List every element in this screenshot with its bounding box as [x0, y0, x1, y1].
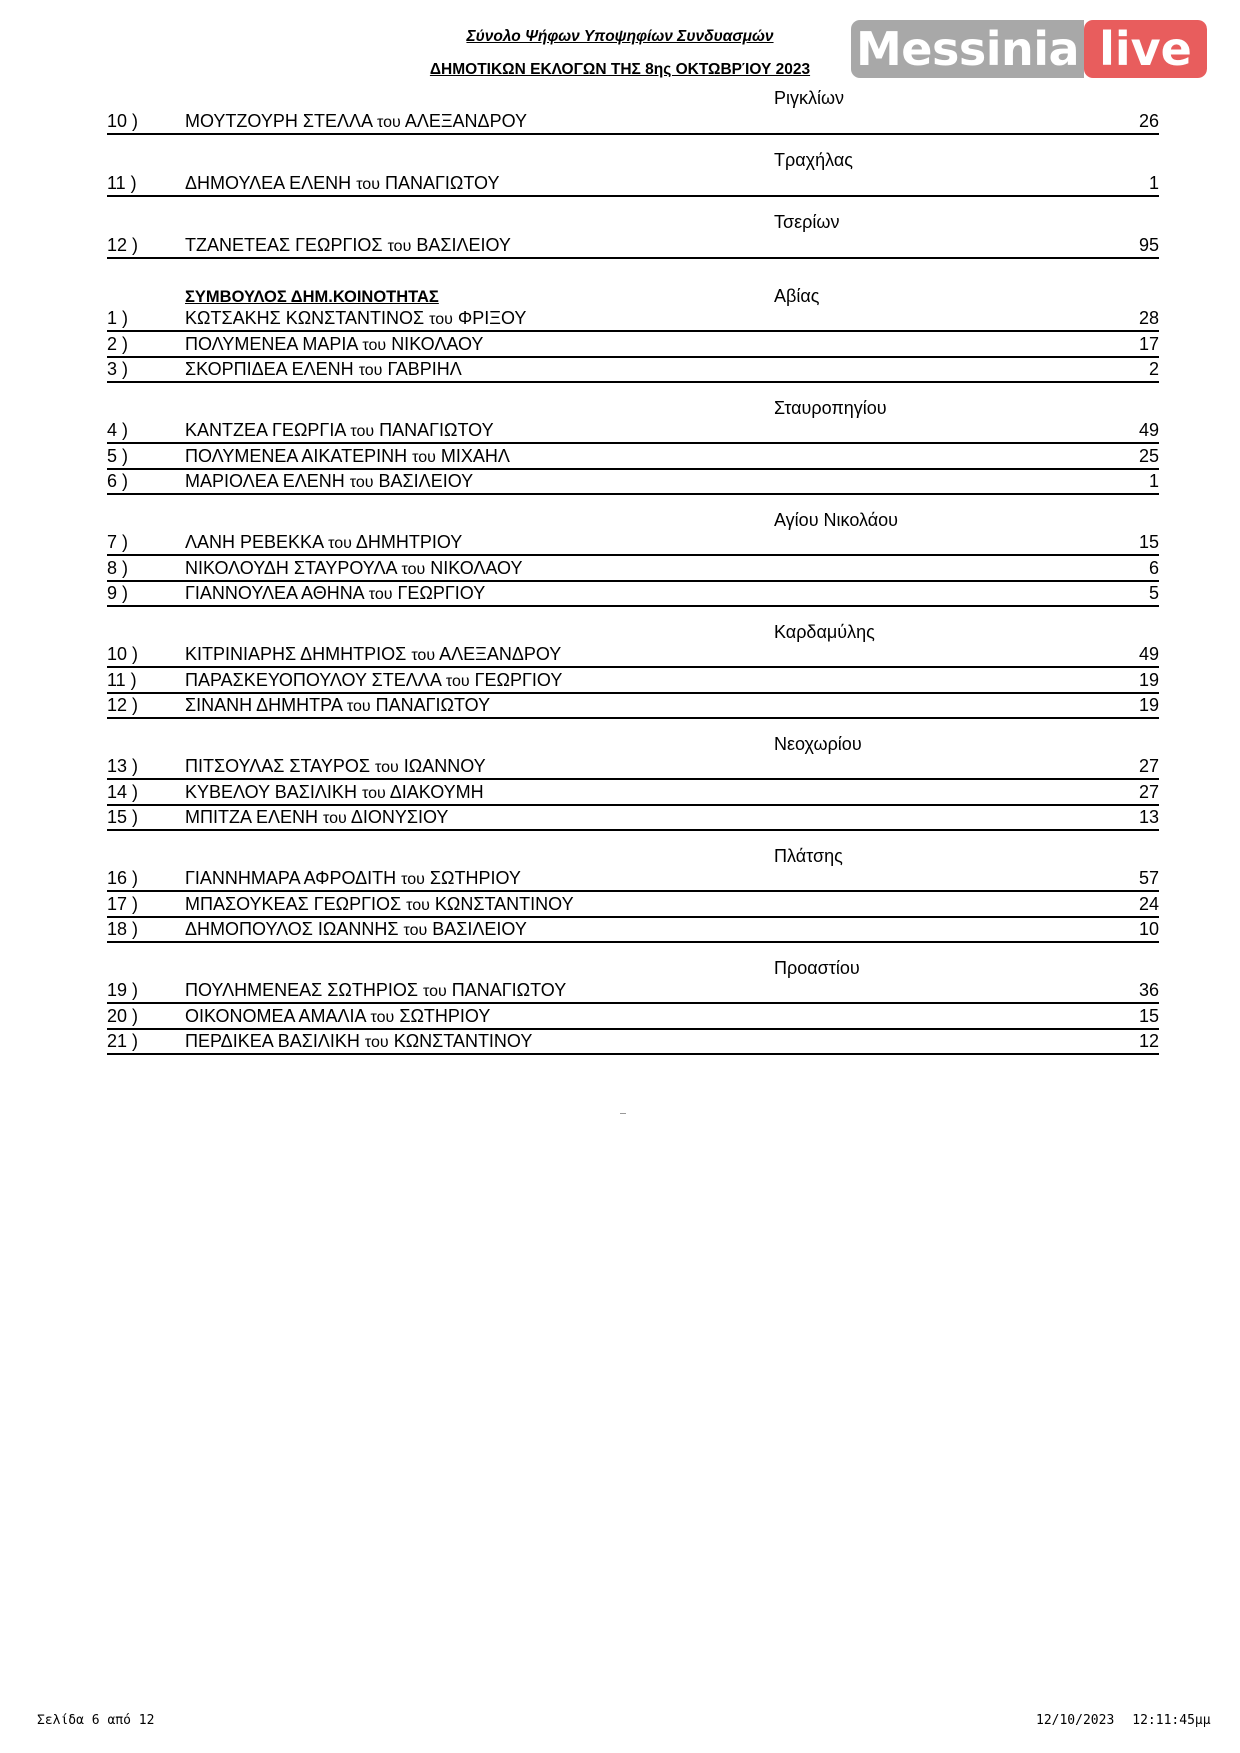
candidate-name: ΜΠΑΣΟΥΚΕΑΣ ΓΕΩΡΓΙΟΣ του ΚΩΝΣΤΑΝΤΙΝΟΥ: [185, 894, 574, 914]
table-row: [107, 581, 1159, 607]
row-number: 7 ): [107, 532, 129, 552]
vote-count: 95: [1138, 235, 1159, 255]
table-row: [107, 306, 1159, 332]
location-label: Νεοχωρίου: [774, 734, 862, 754]
row-number: 14 ): [107, 782, 139, 802]
table-row: [107, 1029, 1159, 1055]
table-row: [107, 805, 1159, 831]
row-number: 9 ): [107, 583, 129, 603]
print-timestamp: [1036, 1713, 1211, 1728]
candidate-name: ΣΙΝΑΝΗ ΔΗΜΗΤΡΑ του ΠΑΝΑΓΙΩΤΟΥ: [185, 695, 491, 715]
table-row: [107, 693, 1159, 719]
row-number: 3 ): [107, 359, 129, 379]
vote-count: 25: [1138, 446, 1159, 466]
print-time: 12:11:45μμ: [1132, 1713, 1211, 1728]
divider: [620, 1113, 626, 1114]
table-row: [107, 357, 1159, 383]
row-number: 2 ): [107, 334, 129, 354]
print-date: 12/10/2023: [1036, 1713, 1115, 1728]
candidate-name: ΠΙΤΣΟΥΛΑΣ ΣΤΑΥΡΟΣ του ΙΩΑΝΝΟΥ: [185, 756, 486, 776]
candidate-name: ΟΙΚΟΝΟΜΕΑ ΑΜΑΛΙΑ του ΣΩΤΗΡΙΟΥ: [185, 1006, 491, 1026]
vote-count: 2: [1148, 359, 1159, 379]
row-number: 8 ): [107, 558, 129, 578]
table-row: [107, 469, 1159, 495]
table-row: [107, 668, 1159, 694]
document-subtitle: ΔΗΜΟΤΙΚΩΝ ΕΚΛΟΓΩΝ ΤΗΣ 8ης ΟΚΤΩΒΡΊΟΥ 2023: [429, 61, 811, 78]
table-row: [107, 917, 1159, 943]
candidate-name: ΛΑΝΗ ΡΕΒΕΚΚΑ του ΔΗΜΗΤΡΙΟΥ: [185, 532, 463, 552]
candidate-name: ΠΟΛΥΜΕΝΕΑ ΜΑΡΙΑ του ΝΙΚΟΛΑΟΥ: [185, 334, 484, 354]
vote-count: 19: [1138, 695, 1159, 715]
row-number: 1 ): [107, 308, 129, 328]
page-number: Σελίδα 6 από 12: [37, 1713, 155, 1728]
table-row: [107, 754, 1159, 780]
vote-count: 57: [1138, 868, 1159, 888]
candidate-name: ΠΟΛΥΜΕΝΕΑ ΑΙΚΑΤΕΡΙΝΗ του ΜΙΧΑΗΛ: [185, 446, 510, 466]
vote-count: 49: [1138, 420, 1159, 440]
table-row: [107, 642, 1159, 668]
table-row: [107, 233, 1159, 259]
messinia-live-logo: [851, 20, 1207, 78]
location-label: Καρδαμύλης: [774, 622, 875, 642]
candidate-name: ΝΙΚΟΛΟΥΔΗ ΣΤΑΥΡΟΥΛΑ του ΝΙΚΟΛΑΟΥ: [185, 558, 523, 578]
table-row: [107, 332, 1159, 358]
location-label: Σταυροπηγίου: [774, 398, 887, 418]
candidate-name: ΠΕΡΔΙΚΕΑ ΒΑΣΙΛΙΚΗ του ΚΩΝΣΤΑΝΤΙΝΟΥ: [185, 1031, 533, 1051]
candidate-name: ΠΑΡΑΣΚΕΥΟΠΟΥΛΟΥ ΣΤΕΛΛΑ του ΓΕΩΡΓΙΟΥ: [185, 670, 563, 690]
vote-count: 19: [1138, 670, 1159, 690]
vote-count: 1: [1148, 173, 1159, 193]
table-row: [107, 556, 1159, 582]
vote-count: 49: [1138, 644, 1159, 664]
vote-count: 1: [1148, 471, 1159, 491]
table-row: [107, 171, 1159, 197]
row-number: 21 ): [107, 1031, 139, 1051]
candidate-name: ΣΚΟΡΠΙΔΕΑ ΕΛΕΝΗ του ΓΑΒΡΙΗΛ: [185, 359, 462, 379]
vote-count: 10: [1138, 919, 1159, 939]
vote-count: 28: [1138, 308, 1159, 328]
document-title: Σύνολο Ψήφων Υποψηφίων Συνδυασμών: [466, 28, 774, 45]
candidate-name: ΚΥΒΕΛΟΥ ΒΑΣΙΛΙΚΗ του ΔΙΑΚΟΥΜΗ: [185, 782, 484, 802]
vote-count: 36: [1138, 980, 1159, 1000]
row-number: 15 ): [107, 807, 139, 827]
row-number: 5 ): [107, 446, 129, 466]
row-number: 12 ): [107, 695, 139, 715]
vote-count: 13: [1138, 807, 1159, 827]
candidate-name: ΜΟΥΤΖΟΥΡΗ ΣΤΕΛΛΑ του ΑΛΕΞΑΝΔΡΟΥ: [185, 111, 528, 131]
candidate-name: ΚΩΤΣΑΚΗΣ ΚΩΝΣΤΑΝΤΙΝΟΣ του ΦΡΙΞΟΥ: [185, 308, 527, 328]
location-label: Τσερίων: [774, 212, 840, 232]
logo-text-live: live: [1084, 20, 1207, 78]
location-label: Αβίας: [774, 286, 820, 306]
candidate-name: ΓΙΑΝΝΗΜΑΡΑ ΑΦΡΟΔΙΤΗ του ΣΩΤΗΡΙΟΥ: [185, 868, 521, 888]
row-number: 6 ): [107, 471, 129, 491]
vote-count: 26: [1138, 111, 1159, 131]
row-number: 10 ): [107, 644, 139, 664]
section-heading: ΣΥΜΒΟΥΛΟΣ ΔΗΜ.ΚΟΙΝΟΤΗΤΑΣ: [185, 288, 439, 306]
candidate-name: ΜΑΡΙΟΛΕΑ ΕΛΕΝΗ του ΒΑΣΙΛΕΙΟΥ: [185, 471, 474, 491]
table-row: [107, 892, 1159, 918]
candidate-name: ΠΟΥΛΗΜΕΝΕΑΣ ΣΩΤΗΡΙΟΣ του ΠΑΝΑΓΙΩΤΟΥ: [185, 980, 567, 1000]
candidate-name: ΓΙΑΝΝΟΥΛΕΑ ΑΘΗΝΑ του ΓΕΩΡΓΙΟΥ: [185, 583, 486, 603]
vote-count: 24: [1138, 894, 1159, 914]
vote-count: 17: [1138, 334, 1159, 354]
vote-count: 15: [1138, 1006, 1159, 1026]
candidate-name: ΚΙΤΡΙΝΙΑΡΗΣ ΔΗΜΗΤΡΙΟΣ του ΑΛΕΞΑΝΔΡΟΥ: [185, 644, 562, 664]
table-row: [107, 109, 1159, 135]
candidate-name: ΤΖΑΝΕΤΕΑΣ ΓΕΩΡΓΙΟΣ του ΒΑΣΙΛΕΙΟΥ: [185, 235, 511, 255]
row-number: 12 ): [107, 235, 139, 255]
candidate-name: ΚΑΝΤΖΕΑ ΓΕΩΡΓΙΑ του ΠΑΝΑΓΙΩΤΟΥ: [185, 420, 494, 440]
location-label: Ριγκλίων: [774, 88, 845, 108]
vote-count: 27: [1138, 756, 1159, 776]
row-number: 11 ): [107, 173, 137, 193]
row-number: 17 ): [107, 894, 139, 914]
location-label: Προαστίου: [774, 958, 860, 978]
row-number: 4 ): [107, 420, 129, 440]
candidate-name: ΔΗΜΟΠΟΥΛΟΣ ΙΩΑΝΝΗΣ του ΒΑΣΙΛΕΙΟΥ: [185, 919, 527, 939]
vote-count: 27: [1138, 782, 1159, 802]
row-number: 11 ): [107, 670, 137, 690]
vote-count: 6: [1148, 558, 1159, 578]
row-number: 16 ): [107, 868, 139, 888]
vote-count: 15: [1138, 532, 1159, 552]
table-row: [107, 444, 1159, 470]
table-row: [107, 866, 1159, 892]
candidate-name: ΔΗΜΟΥΛΕΑ ΕΛΕΝΗ του ΠΑΝΑΓΙΩΤΟΥ: [185, 173, 500, 193]
table-row: [107, 978, 1159, 1004]
table-row: [107, 418, 1159, 444]
row-number: 19 ): [107, 980, 139, 1000]
candidate-name: ΜΠΙΤΖΑ ΕΛΕΝΗ του ΔΙΟΝΥΣΙΟΥ: [185, 807, 449, 827]
location-label: Τραχήλας: [774, 150, 853, 170]
location-label: Πλάτσης: [774, 846, 843, 866]
row-number: 18 ): [107, 919, 139, 939]
row-number: 13 ): [107, 756, 139, 776]
row-number: 20 ): [107, 1006, 139, 1026]
row-number: 10 ): [107, 111, 139, 131]
vote-count: 12: [1138, 1031, 1159, 1051]
table-row: [107, 1004, 1159, 1030]
logo-text-messinia: Messinia: [851, 20, 1084, 78]
location-label: Αγίου Νικολάου: [774, 510, 898, 530]
table-row: [107, 530, 1159, 556]
table-row: [107, 780, 1159, 806]
vote-count: 5: [1148, 583, 1159, 603]
